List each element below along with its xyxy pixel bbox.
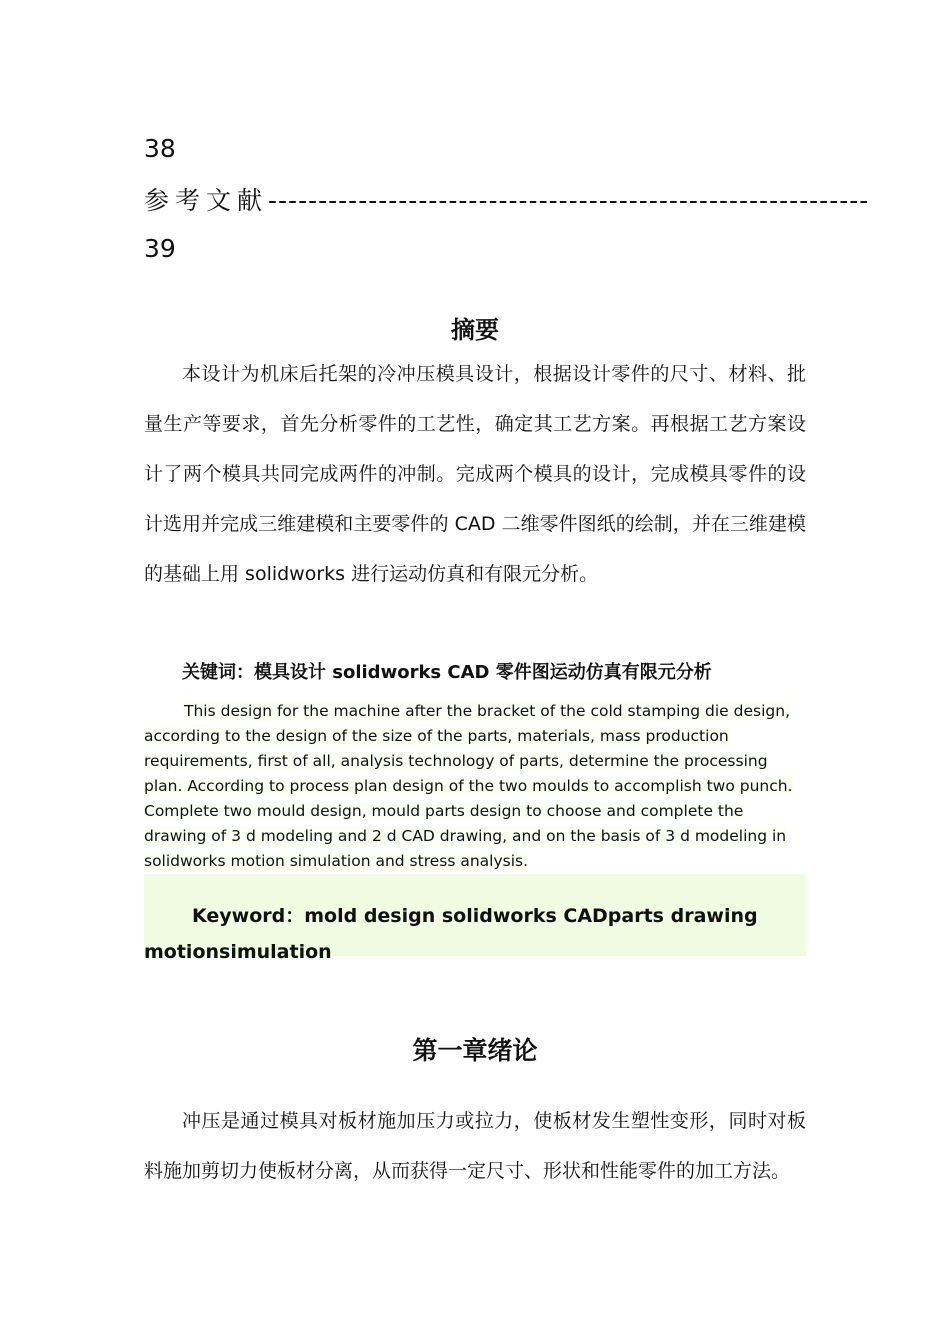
abstract-paragraph: 本设计为机床后托架的冷冲压模具设计，根据设计零件的尺寸、材料、批量生产等要求，首先分析零件的工艺性，确定其工艺方案。再根据工艺方案设计了两个模具共同完成两件的冲制。完成两个模具的设计，完成模具零件的设计选用并完成三维建模和主要零件的 CAD 二维零件图纸的绘制，并在三维建模的基础上用 solidworks 进行运动仿真和有限元分析。 [144,363,806,585]
toc-references-title: 参考文献 [144,186,269,215]
abstract-heading: 摘要 [451,316,499,344]
english-abstract-paragraph [144,697,806,874]
english-abstract-text: This design for the machine after the bracket of the cold stamping die design, according to the design of the size of the parts, materials, mass production requirements, first of all, analysis technology of parts, determine the processing plan. According to process plan design of the two moulds to accomplish two punch. Complete two mould design, mould parts design to choose and complete the drawing of 3 d modeling and 2 d CAD drawing, and on the basis of 3 d modeling in solidworks motion simulation and stress analysis. [144,702,793,870]
toc-references-page-number: 39 [144,234,176,263]
toc-references-entry[interactable] [144,184,870,218]
english-abstract-block [144,697,806,963]
english-keywords: Keyword：mold design solidworks CADparts drawing motionsimulation [144,905,758,963]
toc-page-number: 38 [144,134,176,163]
chapter-heading: 第一章绪论 [412,1036,538,1065]
toc-leader-dashes: ------------------------------------------------------------ [268,186,870,215]
chapter-intro-paragraph: 冲压是通过模具对板材施加压力或拉力，使板材发生塑性变形，同时对板料施加剪切力使板材分离，从而获得一定尺寸、形状和性能零件的加工方法。 [144,1110,806,1182]
abstract-keywords: 关键词：模具设计 solidworks CAD 零件图运动仿真有限元分析 [182,662,712,683]
